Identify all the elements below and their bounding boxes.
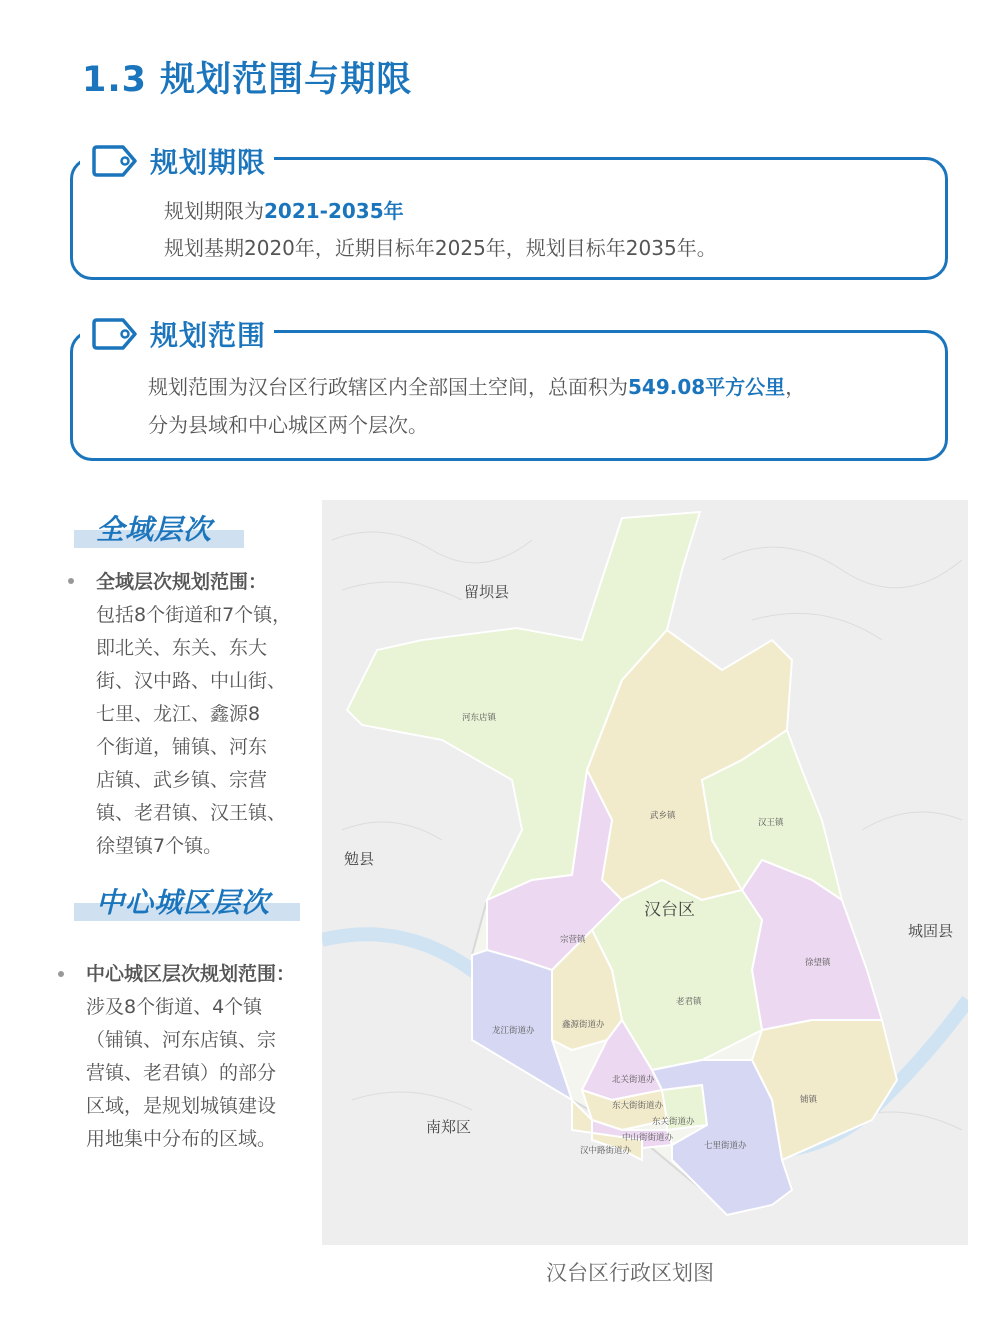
period-line-1 bbox=[164, 198, 404, 224]
center-level-heading bbox=[74, 885, 300, 921]
text-line: 镇、老君镇、汉王镇、 bbox=[96, 802, 287, 824]
neighbor-label: 勉县 bbox=[344, 850, 375, 868]
region-label: 东关街道办 bbox=[652, 1117, 695, 1127]
district-label: 汉台区 bbox=[644, 900, 695, 920]
scope-area: 549.08平方公里 bbox=[628, 375, 786, 399]
text-line: （铺镇、河东店镇、宗 bbox=[86, 1029, 277, 1051]
text-line: 店镇、武乡镇、宗营 bbox=[96, 769, 268, 791]
period-prefix: 规划期限为 bbox=[164, 199, 264, 223]
neighbor-label: 城固县 bbox=[908, 922, 954, 940]
region-label: 龙江街道办 bbox=[492, 1026, 535, 1036]
planning-period-title: 规划期限 bbox=[150, 146, 267, 179]
region-label: 徐望镇 bbox=[805, 958, 831, 968]
county-level-heading bbox=[74, 512, 244, 548]
text-line: 即北关、东关、东大 bbox=[96, 637, 268, 659]
region-label: 鑫源街道办 bbox=[562, 1020, 605, 1030]
region-label: 铺镇 bbox=[800, 1095, 818, 1105]
planning-scope-header bbox=[80, 313, 274, 355]
text-line: 包括8个街道和7个镇， bbox=[96, 604, 292, 626]
region-label: 宗营镇 bbox=[560, 935, 586, 945]
scope-line-2: 分为县域和中心城区两个层次。 bbox=[148, 413, 428, 437]
center-level-text bbox=[86, 958, 295, 1156]
text-line: 区域，是规划城镇建设 bbox=[86, 1095, 277, 1117]
map-svg bbox=[322, 500, 968, 1245]
region-label: 七里街道办 bbox=[704, 1141, 747, 1151]
period-line-2: 规划基期2020年，近期目标年2025年，规划目标年2035年。 bbox=[164, 236, 717, 260]
region-label: 汉王镇 bbox=[758, 818, 784, 828]
scope-prefix: 规划范围为汉台区行政辖区内全部国土空间，总面积为 bbox=[148, 375, 628, 399]
county-level-text bbox=[96, 566, 291, 863]
text-line: 徐望镇7个镇。 bbox=[96, 835, 223, 857]
region-label: 汉中路街道办 bbox=[580, 1146, 632, 1156]
region-label: 北关街道办 bbox=[612, 1075, 655, 1085]
text-line: 全域层次规划范围： bbox=[96, 571, 268, 593]
bullet-dot bbox=[58, 971, 64, 977]
region-label: 东大街街道办 bbox=[612, 1101, 664, 1111]
planning-period-header bbox=[80, 140, 274, 182]
tag-icon bbox=[90, 144, 140, 178]
county-level-heading-text: 全域层次 bbox=[96, 513, 213, 546]
text-line: 用地集中分布的区域。 bbox=[86, 1128, 277, 1150]
district-map bbox=[322, 500, 968, 1245]
bullet-dot bbox=[68, 578, 74, 584]
scope-line-1 bbox=[148, 374, 805, 400]
text-line: 街、汉中路、中山街、 bbox=[96, 670, 287, 692]
text-line: 七里、龙江、鑫源8 bbox=[96, 703, 261, 725]
region-label: 中山街街道办 bbox=[622, 1133, 674, 1143]
region-label: 河东店镇 bbox=[462, 713, 497, 723]
map-caption: 汉台区行政区划图 bbox=[546, 1261, 714, 1285]
text-line: 个街道，铺镇、河东 bbox=[96, 736, 268, 758]
scope-suffix: ， bbox=[785, 375, 806, 399]
planning-scope-title: 规划范围 bbox=[150, 319, 267, 352]
page-title: 1.3 规划范围与期限 bbox=[82, 60, 413, 100]
period-range: 2021-2035年 bbox=[264, 199, 404, 223]
text-line: 涉及8个街道、4个镇 bbox=[86, 996, 263, 1018]
text-line: 营镇、老君镇）的部分 bbox=[86, 1062, 277, 1084]
neighbor-label: 南郑区 bbox=[426, 1118, 472, 1136]
region-label: 武乡镇 bbox=[650, 811, 676, 821]
neighbor-label: 留坝县 bbox=[464, 583, 510, 601]
region-label: 老君镇 bbox=[676, 997, 702, 1007]
tag-icon bbox=[90, 317, 140, 351]
text-line: 中心城区层次规划范围： bbox=[86, 963, 296, 985]
center-level-heading-text: 中心城区层次 bbox=[96, 886, 271, 919]
